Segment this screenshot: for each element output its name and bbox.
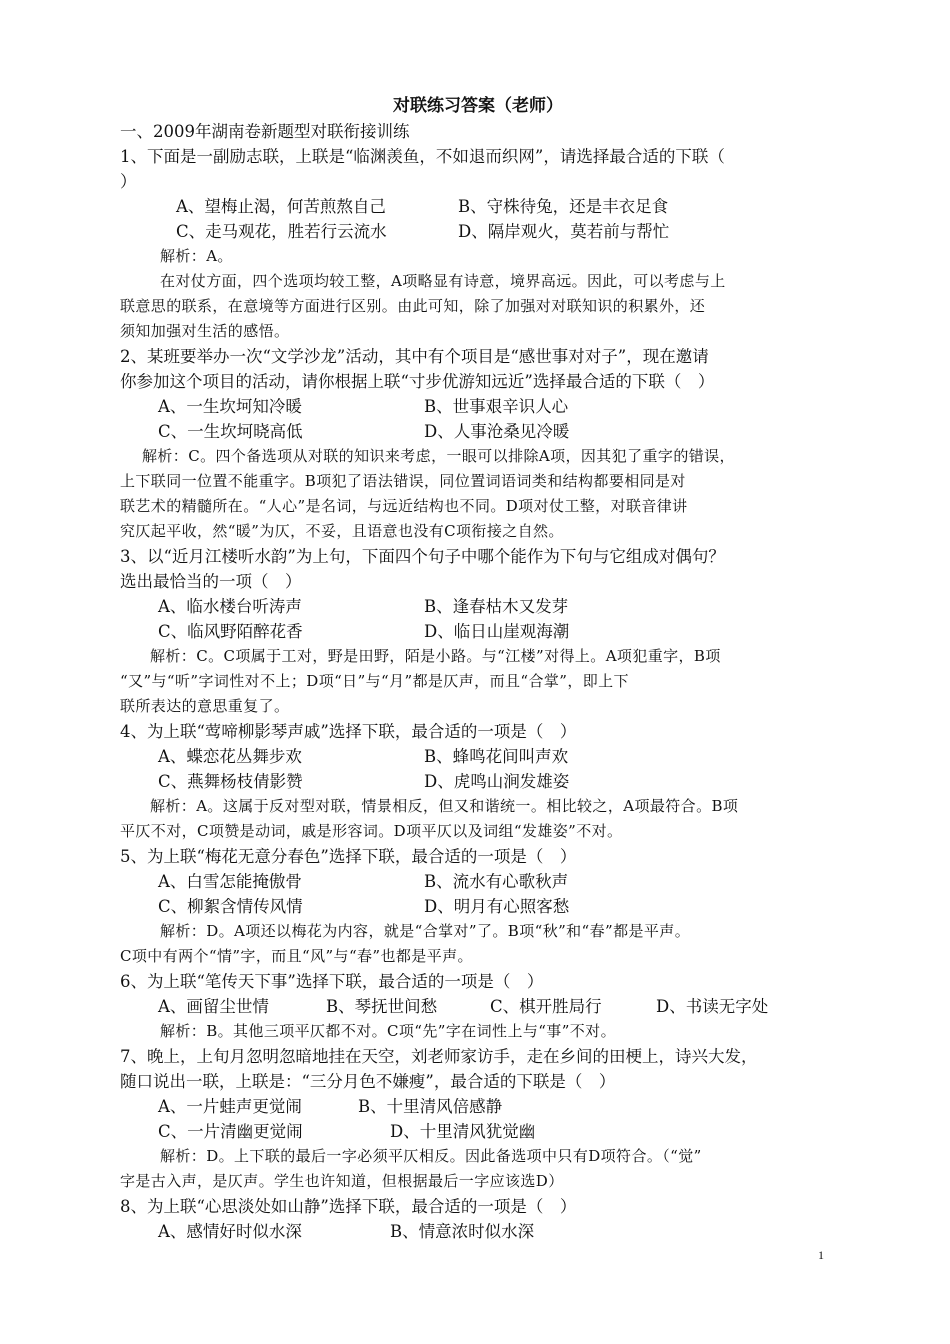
question-6-stem: 6、为上联“笔传天下事”选择下联，最合适的一项是（ ） <box>120 972 544 991</box>
question-7-options-row-2 <box>120 1119 836 1144</box>
question-4-options-row-2 <box>120 769 836 794</box>
question-5-options-row-1 <box>120 869 836 894</box>
q1-answer: 解析：A。 <box>160 247 233 265</box>
q4-explanation: 解析：A。这属于反对型对联，情景相反，但又和谐统一。相比较之，A项最符合。B项 <box>150 797 739 815</box>
q1-option-a: A、望梅止渴，何苦煎熬自己 <box>176 197 386 216</box>
page-number: 1 <box>818 1248 824 1262</box>
question-1-options-row-1 <box>120 194 836 219</box>
question-4-stem: 4、为上联“莺啼柳影琴声戚”选择下联，最合适的一项是（ ） <box>120 722 577 741</box>
document-page <box>120 94 836 1244</box>
question-7-stem-cont: 随口说出一联，上联是：“三分月色不嫌瘦”，最合适的下联是（ ） <box>120 1072 616 1091</box>
q2-explanation: 解析：C。四个备选项从对联的知识来考虑，一眼可以排除A项，因其犯了重字的错误， <box>142 447 735 465</box>
q1-option-d: D、隔岸观火，莫若前与帮忙 <box>458 222 670 241</box>
question-1-stem-cont: ） <box>120 172 137 191</box>
q4-option-b: B、蜂鸣花间叫声欢 <box>424 747 569 766</box>
q3-option-c: C、临风野陌醉花香 <box>158 622 303 641</box>
q5-option-b: B、流水有心歌秋声 <box>424 872 569 891</box>
q2-explanation-cont: 究仄起平收，然“暖”为仄，不妥，且语意也没有C项衔接之自然。 <box>120 522 564 540</box>
q3-explanation-cont: “又”与“听”字词性对不上；D项“日”与“月”都是仄声，而且“合掌”，即上下 <box>120 672 629 690</box>
q2-option-d: D、人事沧桑见冷暖 <box>424 422 570 441</box>
q7-explanation: 解析：D。上下联的最后一字必须平仄相反。因此备选项中只有D项符合。（“觉” <box>160 1147 702 1165</box>
q7-explanation-cont: 字是古入声，是仄声。学生也许知道，但根据最后一字应该选D） <box>120 1172 564 1190</box>
question-2-stem-cont: 你参加这个项目的活动，请你根据上联“寸步优游知远近”选择最合适的下联（ ） <box>120 372 715 391</box>
document-title: 对联练习答案（老师） <box>393 96 563 116</box>
q3-option-d: D、临日山崖观海潮 <box>424 622 570 641</box>
section-heading: 一、2009年湖南卷新题型对联衔接训练 <box>120 122 410 141</box>
q4-option-c: C、燕舞杨枝倩影赞 <box>158 772 303 791</box>
question-8-options-row-1 <box>120 1219 836 1244</box>
q1-option-b: B、守株待兔，还是丰衣足食 <box>458 197 669 216</box>
q6-option-d: D、书读无字处 <box>656 997 769 1016</box>
q3-explanation: 解析：C。C项属于工对，野是田野，陌是小路。与“江楼”对得上。A项犯重字，B项 <box>150 647 721 665</box>
q8-option-b: B、情意浓时似水深 <box>390 1222 535 1241</box>
q2-explanation-cont: 上下联同一位置不能重字。B项犯了语法错误，同位置词语词类和结构都要相同是对 <box>120 472 686 490</box>
q5-option-a: A、白雪怎能掩傲骨 <box>158 872 302 891</box>
question-5-stem: 5、为上联“梅花无意分春色”选择下联，最合适的一项是（ ） <box>120 847 577 866</box>
q5-option-d: D、明月有心照客愁 <box>424 897 570 916</box>
q5-explanation: 解析：D。A项还以梅花为内容，就是“合掌对”了。B项“秋”和“春”都是平声。 <box>160 922 691 940</box>
question-5-options-row-2 <box>120 894 836 919</box>
question-4-options-row-1 <box>120 744 836 769</box>
q4-option-d: D、虎鸣山涧发雄姿 <box>424 772 570 791</box>
question-3-stem-cont: 选出最恰当的一项（ ） <box>120 572 302 591</box>
q3-option-b: B、逢春枯木又发芽 <box>424 597 569 616</box>
q7-option-c: C、一片清幽更觉闹 <box>158 1122 303 1141</box>
question-7-options-row-1 <box>120 1094 836 1119</box>
question-1-stem: 1、下面是一副励志联，上联是“临渊羡鱼，不如退而织网”，请选择最合适的下联（ <box>120 147 725 166</box>
q1-explanation-cont: 联意思的联系，在意境等方面进行区别。由此可知，除了加强对对联知识的积累外，还 <box>120 297 706 315</box>
q1-explanation: 在对仗方面，四个选项均较工整，A项略显有诗意，境界高远。因此，可以考虑与上 <box>160 272 726 290</box>
q3-explanation-cont: 联所表达的意思重复了。 <box>120 697 290 715</box>
q7-option-a: A、一片蛙声更觉闹 <box>158 1097 302 1116</box>
q6-option-b: B、琴抚世间愁 <box>326 997 438 1016</box>
q5-explanation-cont: C项中有两个“情”字，而且“风”与“春”也都是平声。 <box>120 947 473 965</box>
question-7-stem: 7、晚上，上旬月忽明忽暗地挂在天空，刘老师家访手，走在乡间的田梗上，诗兴大发， <box>120 1047 758 1066</box>
question-3-options-row-2 <box>120 619 836 644</box>
question-3-options-row-1 <box>120 594 836 619</box>
q4-option-a: A、蝶恋花丛舞步欢 <box>158 747 302 766</box>
q7-option-b: B、十里清风倍感静 <box>358 1097 503 1116</box>
q6-option-a: A、画留尘世情 <box>158 997 269 1016</box>
q2-option-c: C、一生坎坷晓高低 <box>158 422 303 441</box>
q6-explanation: 解析：B。其他三项平仄都不对。C项“先”字在词性上与“事”不对。 <box>160 1022 616 1040</box>
question-2-options-row-1 <box>120 394 836 419</box>
q3-option-a: A、临水楼台听涛声 <box>158 597 302 616</box>
q1-explanation-cont: 须知加强对生活的感悟。 <box>120 322 290 340</box>
q2-option-a: A、一生坎坷知冷暖 <box>158 397 302 416</box>
question-6-options-row <box>120 994 836 1019</box>
q1-option-c: C、走马观花，胜若行云流水 <box>176 222 387 241</box>
question-2-stem: 2、某班要举办一次“文学沙龙”活动，其中有个项目是“感世事对对子”，现在邀请 <box>120 347 709 366</box>
q8-option-a: A、感情好时似水深 <box>158 1222 302 1241</box>
question-1-options-row-2 <box>120 219 836 244</box>
q5-option-c: C、柳絮含情传风情 <box>158 897 303 916</box>
q2-explanation-cont: 联艺术的精髓所在。“人心”是名词，与远近结构也不同。D项对仗工整，对联音律讲 <box>120 497 688 515</box>
q6-option-c: C、棋开胜局行 <box>490 997 602 1016</box>
question-3-stem: 3、以“近月江楼听水韵”为上句，下面四个句子中哪个能作为下句与它组成对偶句？ <box>120 547 725 566</box>
q7-option-d: D、十里清风犹觉幽 <box>390 1122 536 1141</box>
q4-explanation-cont: 平仄不对，C项赞是动词，戚是形容词。D项平仄以及词组“发雄姿”不对。 <box>120 822 623 840</box>
question-8-stem: 8、为上联“心思淡处如山静”选择下联，最合适的一项是（ ） <box>120 1197 577 1216</box>
question-2-options-row-2 <box>120 419 836 444</box>
q2-option-b: B、世事艰辛识人心 <box>424 397 569 416</box>
